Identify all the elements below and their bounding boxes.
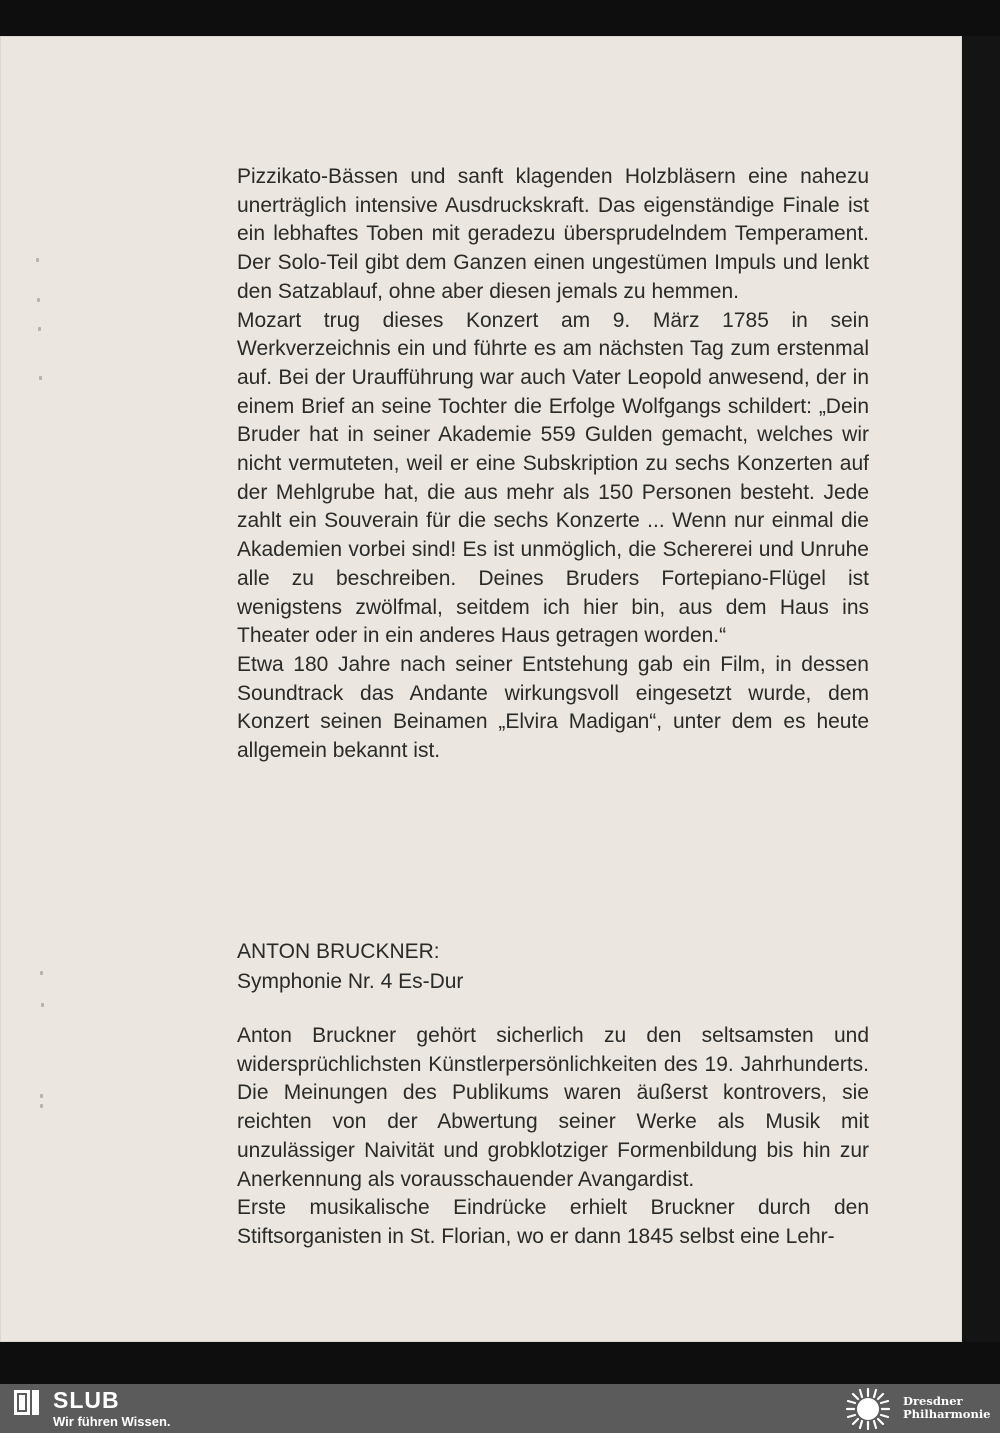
- partner-name-line1: Dresdner: [903, 1394, 963, 1408]
- bruckner-text: [237, 1022, 869, 1252]
- work-title: Symphonie Nr. 4 Es-Dur: [237, 970, 464, 993]
- slub-logo-icon[interactable]: [13, 1389, 40, 1416]
- paragraph: Anton Bruckner gehört sicherlich zu den seltsamsten und widersprüchlichsten Künstlerpersönlichkeiten des 19. Jahrhunderts. Die Meinungen des Publikums waren äußerst kontrovers, sie reichten von der Abwertung seiner Werke als Musik mit unzulässiger Naivität und grobklotziger Formenbildung bis hin zur Anerkennung als vorausschauender Avangardist.: [237, 1024, 869, 1191]
- partner-name-line2: Philharmonie: [903, 1407, 991, 1421]
- paragraph: Etwa 180 Jahre nach seiner Entstehung gab ein Film, in dessen Soundtrack das Andante wirkungsvoll eingesetzt wurde, dem Konzert seinen Beinamen „Elvira Madigan“, unter dem es heute allgemein bekannt ist.: [237, 652, 869, 763]
- slub-slogan: Wir führen Wissen.: [53, 1414, 171, 1429]
- scan-edge: [962, 36, 1000, 1342]
- footer-bar: [0, 1384, 1000, 1433]
- paragraph: Mozart trug dieses Konzert am 9. März 1785 in sein Werkverzeichnis ein und führte es am nächsten Tag zum erstenmal auf. Bei der Uraufführung war auch Vater Leopold anwesend, der in einem Brief an seine Tochter die Erfolge Wolfgangs schildert: „Dein Bruder hat in seiner Akademie 559 Gulden gemacht, welches wir nicht vermuteten, weil er eine Subskription zu sechs Konzerten auf der Mehlgrube hat, die aus mehr als 150 Personen besteht. Jede zahlt ein Souverain für die sechs Konzerte ... Wenn nur einmal die Akademien vorbei sind! Es ist unmöglich, die Schererei und Unruhe alle zu beschreiben. Deines Bruders Fortepiano-Flügel ist wenigstens zwölfmal, seitdem ich hier bin, aus dem Haus ins Theater oder in ein anderes Haus getragen worden.“: [237, 308, 869, 648]
- paragraph: Pizzikato-Bässen und sanft klagenden Holzbläsern eine nahezu unerträglich intensive Ausdruckskraft. Das eigenständige Finale ist ein lebhaftes Toben mit geradezu übersprudelndem Temperament. Der Solo-Teil gibt dem Ganzen einen ungestümen Impuls und lenkt den Satzablauf, ohne aber diesen jemals zu hemmen.: [237, 165, 869, 303]
- section-heading: [237, 937, 869, 997]
- dresdner-philharmonie-logo-icon[interactable]: [842, 1386, 894, 1432]
- dresdner-philharmonie-name[interactable]: [903, 1395, 991, 1421]
- mozart-text: [237, 163, 869, 766]
- paragraph: Erste musikalische Eindrücke erhielt Bruckner durch den Stiftsorganisten in St. Florian, wo er dann 1845 selbst eine Lehr-: [237, 1196, 869, 1248]
- composer-name: ANTON BRUCKNER:: [237, 940, 440, 963]
- slub-name[interactable]: SLUB: [53, 1387, 120, 1413]
